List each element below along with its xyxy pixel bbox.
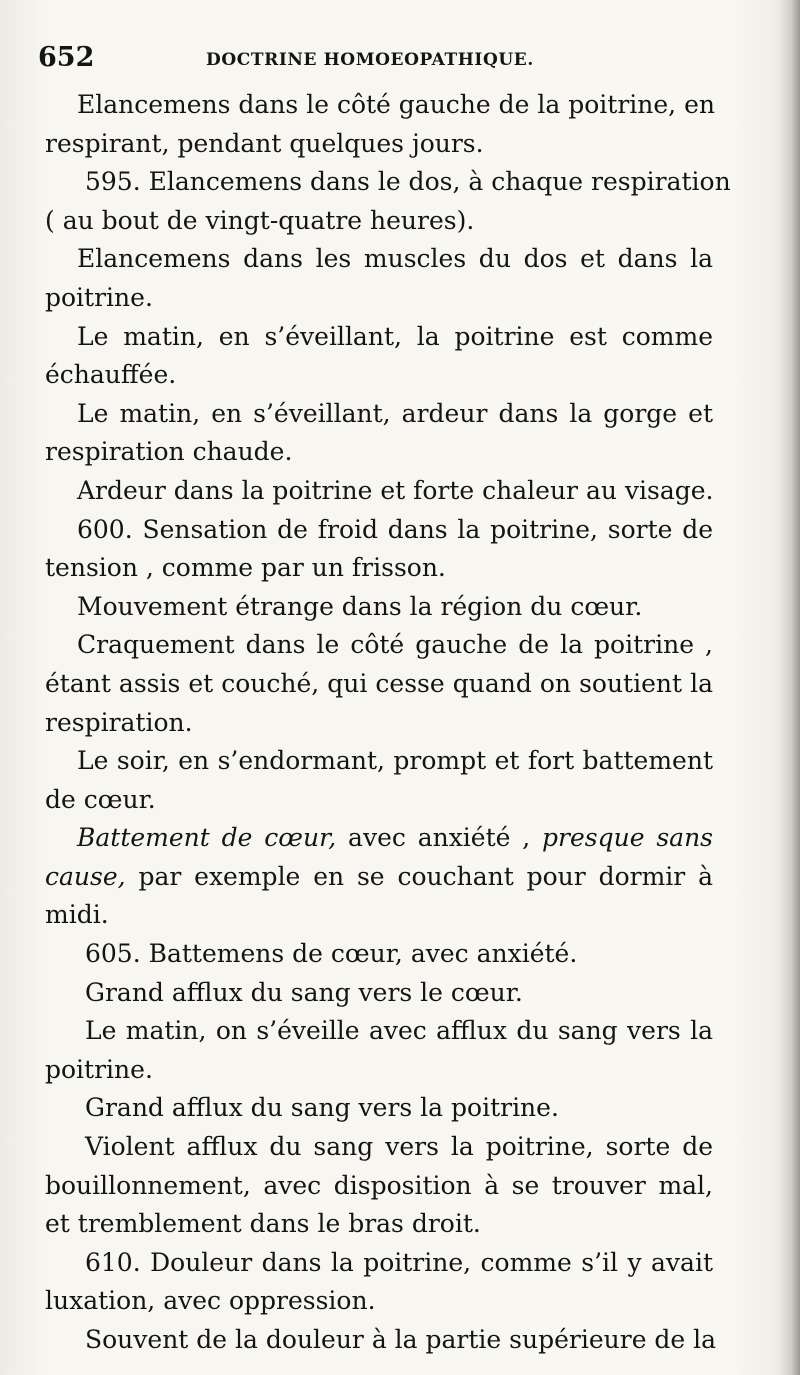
text-line: 600. Sensation de froid dans la poitrine, sorte de [77,514,713,544]
page-gutter-shadow [778,0,800,1375]
italic-span: cause, [45,861,126,891]
text-line-mixed [45,858,713,897]
text-line: poitrine. [45,282,153,312]
running-title: DOCTRINE HOMOEOPATHIQUE. [206,50,534,70]
text-line: Elancemens dans le côté gauche de la poitrine, en [77,90,715,119]
text-line: luxation, avec oppression. [45,1286,376,1316]
text-line: poitrine. [45,1054,153,1084]
text-line: bouillonnement, avec disposition à se trouver mal, [45,1170,713,1200]
text-line: et tremblement dans le bras droit. [45,1209,481,1239]
italic-span: Battement de cœur, [77,823,337,853]
text-line: Craquement dans le côté gauche de la poitrine , [77,630,713,660]
text-line: étant assis et couché, qui cesse quand on soutient la [45,668,713,698]
running-head [38,42,718,82]
text-line: respiration. [45,707,193,737]
text-line: Mouvement étrange dans la région du cœur. [77,591,643,621]
page-number: 652 [38,42,95,73]
text-line: Le matin, on s’éveille avec afflux du sang vers la [85,1016,713,1046]
roman-span: par exemple en se couchant pour dormir à [125,861,713,891]
text-line: respiration chaude. [45,437,293,467]
text-line: Grand afflux du sang vers la poitrine. [85,1093,559,1123]
text-line: respirant, pendant quelques jours. [45,128,484,158]
text-line: 605. Battemens de cœur, avec anxiété. [85,939,578,969]
text-line: échauffée. [45,360,177,390]
text-line: Le soir, en s’endormant, prompt et fort battement [77,746,713,776]
text-line: midi. [45,900,109,930]
text-line: Ardeur dans la poitrine et forte chaleur au visage. [77,475,714,505]
text-line: de cœur. [45,784,156,814]
text-line: Le matin, en s’éveillant, ardeur dans la gorge et [77,398,713,428]
text-line: Grand afflux du sang vers le cœur. [85,977,523,1007]
roman-span: avec anxiété , [336,823,543,853]
text-line: Violent afflux du sang vers la poitrine, sorte de [85,1132,713,1162]
text-line: tension , comme par un frisson. [45,553,446,583]
text-line: ( au bout de vingt-quatre heures). [45,205,475,235]
text-line: Elancemens dans les muscles du dos et dans la [77,244,713,274]
text-line: 595. Elancemens dans le dos, à chaque respiration [85,167,731,197]
text-line: Souvent de la douleur à la partie supérieure de la [85,1325,717,1354]
text-line: 610. Douleur dans la poitrine, comme s’il y avait [85,1247,713,1277]
text-line-mixed [45,819,713,858]
body-text [45,86,731,1360]
text-line: Le matin, en s’éveillant, la poitrine est comme [77,321,713,351]
italic-span: presque sans [542,823,713,853]
